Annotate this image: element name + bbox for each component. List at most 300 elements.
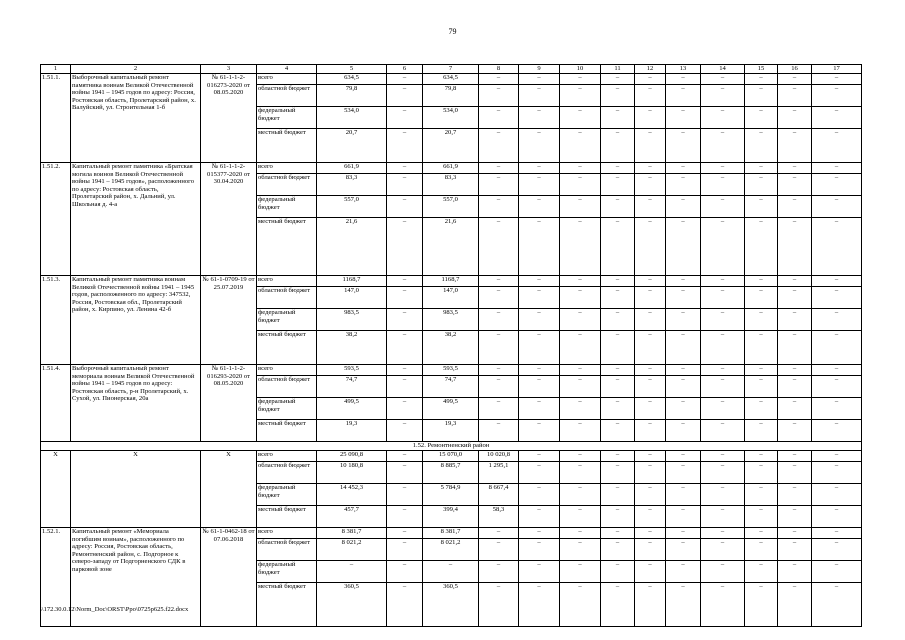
header-cell: 12 xyxy=(635,65,666,74)
value-cell: – xyxy=(479,276,519,287)
value-cell: 83,3 xyxy=(317,174,387,196)
value-cell: – xyxy=(745,107,778,129)
value-cell: 593,5 xyxy=(423,365,479,376)
value-cell: – xyxy=(601,276,635,287)
value-cell: – xyxy=(635,129,666,163)
value-cell: – xyxy=(635,163,666,174)
item-document: № 61-1-1-2-016273-2020 от 08.05.2020 xyxy=(201,74,257,163)
funding-source: областной бюджет xyxy=(257,85,317,107)
value-cell: – xyxy=(701,583,745,627)
value-cell: – xyxy=(479,85,519,107)
value-cell: – xyxy=(601,218,635,276)
value-cell: – xyxy=(701,506,745,528)
item-name: Выборочный капитальный ремонт мемориала воинам Великой Отечественной войны 1941 – 1945 годов по адресу: Ростовская область, р-н Пролетарский, х. Сухой, ул. Пионерская, 20а xyxy=(71,365,201,442)
value-cell: – xyxy=(745,331,778,365)
value-cell: – xyxy=(701,462,745,484)
value-cell: – xyxy=(560,74,601,85)
value-cell: – xyxy=(778,309,812,331)
header-row xyxy=(41,65,862,74)
value-cell: – xyxy=(560,365,601,376)
value-cell: – xyxy=(601,451,635,462)
value-cell: – xyxy=(701,163,745,174)
value-cell: 360,5 xyxy=(423,583,479,627)
value-cell: – xyxy=(778,163,812,174)
value-cell: – xyxy=(778,287,812,309)
value-cell: 983,5 xyxy=(423,309,479,331)
value-cell: – xyxy=(635,74,666,85)
value-cell: – xyxy=(601,583,635,627)
value-cell: – xyxy=(812,287,862,309)
value-cell: – xyxy=(601,287,635,309)
value-cell: – xyxy=(519,539,560,561)
value-cell: 8 381,7 xyxy=(423,528,479,539)
value-cell: – xyxy=(635,218,666,276)
value-cell: – xyxy=(745,462,778,484)
value-cell: – xyxy=(387,85,423,107)
value-cell: – xyxy=(812,309,862,331)
item-number: 1.51.3. xyxy=(41,276,71,365)
value-cell: – xyxy=(666,561,701,583)
table-row xyxy=(41,451,862,462)
value-cell: 5 784,9 xyxy=(423,484,479,506)
value-cell: – xyxy=(778,484,812,506)
value-cell: – xyxy=(666,129,701,163)
item-document: № 61-1-0709-19 от 25.07.2019 xyxy=(201,276,257,365)
value-cell: – xyxy=(666,451,701,462)
value-cell: – xyxy=(423,561,479,583)
value-cell: – xyxy=(745,287,778,309)
value-cell: – xyxy=(666,218,701,276)
value-cell: – xyxy=(519,309,560,331)
funding-source: областной бюджет xyxy=(257,539,317,561)
value-cell: – xyxy=(745,376,778,398)
value-cell: – xyxy=(812,331,862,365)
item-number: 1.51.1. xyxy=(41,74,71,163)
value-cell: – xyxy=(519,398,560,420)
value-cell: – xyxy=(745,196,778,218)
value-cell: – xyxy=(560,276,601,287)
value-cell: – xyxy=(778,376,812,398)
value-cell: – xyxy=(745,539,778,561)
value-cell: – xyxy=(812,174,862,196)
value-cell: – xyxy=(519,365,560,376)
value-cell: – xyxy=(666,484,701,506)
header-cell: 2 xyxy=(71,65,201,74)
header-cell: 1 xyxy=(41,65,71,74)
value-cell: – xyxy=(666,107,701,129)
header-cell: 7 xyxy=(423,65,479,74)
value-cell: 8 021,2 xyxy=(317,539,387,561)
value-cell: – xyxy=(601,309,635,331)
value-cell: – xyxy=(701,287,745,309)
item-document: № 61-1-0462-18 от 07.06.2018 xyxy=(201,528,257,627)
value-cell: 557,0 xyxy=(317,196,387,218)
value-cell: – xyxy=(479,539,519,561)
value-cell: 661,9 xyxy=(423,163,479,174)
header-cell: 15 xyxy=(745,65,778,74)
value-cell: – xyxy=(778,561,812,583)
value-cell: – xyxy=(479,561,519,583)
value-cell: – xyxy=(666,365,701,376)
value-cell: – xyxy=(519,376,560,398)
value-cell: 634,5 xyxy=(423,74,479,85)
header-cell: 4 xyxy=(257,65,317,74)
value-cell: 14 452,3 xyxy=(317,484,387,506)
value-cell: – xyxy=(601,163,635,174)
value-cell: – xyxy=(479,163,519,174)
value-cell: – xyxy=(519,583,560,627)
value-cell: – xyxy=(560,107,601,129)
value-cell: – xyxy=(479,196,519,218)
funding-source: местный бюджет xyxy=(257,331,317,365)
value-cell: – xyxy=(745,420,778,442)
value-cell: – xyxy=(479,107,519,129)
value-cell: 79,8 xyxy=(423,85,479,107)
funding-source: местный бюджет xyxy=(257,420,317,442)
value-cell: – xyxy=(666,420,701,442)
value-cell: 661,9 xyxy=(317,163,387,174)
value-cell: – xyxy=(701,218,745,276)
value-cell: 83,3 xyxy=(423,174,479,196)
value-cell: – xyxy=(666,85,701,107)
value-cell: – xyxy=(666,287,701,309)
value-cell: – xyxy=(701,398,745,420)
value-cell: – xyxy=(778,462,812,484)
value-cell: – xyxy=(387,561,423,583)
value-cell: 1168,7 xyxy=(423,276,479,287)
value-cell: – xyxy=(560,583,601,627)
value-cell: – xyxy=(387,506,423,528)
value-cell: – xyxy=(701,528,745,539)
value-cell: – xyxy=(745,309,778,331)
value-cell: – xyxy=(745,583,778,627)
funding-source: всего xyxy=(257,276,317,287)
header-cell: 16 xyxy=(778,65,812,74)
value-cell: – xyxy=(666,163,701,174)
value-cell: – xyxy=(387,528,423,539)
value-cell: – xyxy=(560,420,601,442)
item-number: 1.51.2. xyxy=(41,163,71,276)
header-cell: 9 xyxy=(519,65,560,74)
value-cell: – xyxy=(601,74,635,85)
value-cell: – xyxy=(601,196,635,218)
value-cell: – xyxy=(745,561,778,583)
value-cell: – xyxy=(778,420,812,442)
value-cell: – xyxy=(635,484,666,506)
value-cell: – xyxy=(387,196,423,218)
header-cell: 13 xyxy=(666,65,701,74)
page-number: 79 xyxy=(448,27,457,36)
value-cell: 593,5 xyxy=(317,365,387,376)
value-cell: 21,6 xyxy=(317,218,387,276)
funding-source: всего xyxy=(257,528,317,539)
value-cell: – xyxy=(745,174,778,196)
value-cell: – xyxy=(479,583,519,627)
value-cell: – xyxy=(701,331,745,365)
value-cell: – xyxy=(560,376,601,398)
value-cell: – xyxy=(701,539,745,561)
value-cell: – xyxy=(519,174,560,196)
value-cell: – xyxy=(519,276,560,287)
value-cell: – xyxy=(745,451,778,462)
value-cell: – xyxy=(519,331,560,365)
value-cell: – xyxy=(519,484,560,506)
value-cell: – xyxy=(387,365,423,376)
value-cell: – xyxy=(635,420,666,442)
value-cell: – xyxy=(778,506,812,528)
table-row xyxy=(41,163,862,174)
value-cell: – xyxy=(701,484,745,506)
value-cell: 147,0 xyxy=(423,287,479,309)
value-cell: – xyxy=(745,506,778,528)
funding-source: местный бюджет xyxy=(257,218,317,276)
value-cell: – xyxy=(635,583,666,627)
value-cell: – xyxy=(812,218,862,276)
value-cell: – xyxy=(812,451,862,462)
item-name: Капитальный ремонт «Мемориала погибшим воинам», расположенного по адресу: Россия, Ростовская область, Ремонтненский район, с. Подгорное к северо-западу от Подгорненского СДК в парковой зоне xyxy=(71,528,201,627)
footer-file-path: \\172.30.0.12\Norm_Doc\ORST\Ppo\0725p625.f22.docx xyxy=(40,606,189,613)
value-cell: – xyxy=(778,218,812,276)
value-cell: 1 295,1 xyxy=(479,462,519,484)
header-cell: 10 xyxy=(560,65,601,74)
value-cell: – xyxy=(778,276,812,287)
value-cell: – xyxy=(560,398,601,420)
value-cell: – xyxy=(387,451,423,462)
value-cell: – xyxy=(812,74,862,85)
value-cell: – xyxy=(666,539,701,561)
value-cell: 79,8 xyxy=(317,85,387,107)
value-cell: – xyxy=(778,74,812,85)
value-cell: – xyxy=(601,376,635,398)
value-cell: – xyxy=(701,451,745,462)
value-cell: 399,4 xyxy=(423,506,479,528)
value-cell: – xyxy=(635,561,666,583)
value-cell: – xyxy=(701,196,745,218)
funding-source: федеральный бюджет xyxy=(257,309,317,331)
funding-source: федеральный бюджет xyxy=(257,196,317,218)
item-document: X xyxy=(201,451,257,528)
value-cell: – xyxy=(666,583,701,627)
value-cell: 38,2 xyxy=(423,331,479,365)
table-row xyxy=(41,528,862,539)
value-cell: – xyxy=(601,561,635,583)
section-row xyxy=(41,442,862,451)
value-cell: – xyxy=(560,331,601,365)
value-cell: – xyxy=(745,365,778,376)
value-cell: – xyxy=(387,287,423,309)
value-cell: 10 020,8 xyxy=(479,451,519,462)
value-cell: – xyxy=(635,331,666,365)
funding-source: всего xyxy=(257,163,317,174)
value-cell: – xyxy=(666,276,701,287)
value-cell: – xyxy=(701,309,745,331)
value-cell: 20,7 xyxy=(423,129,479,163)
value-cell: – xyxy=(601,129,635,163)
value-cell: – xyxy=(812,462,862,484)
header-cell: 11 xyxy=(601,65,635,74)
value-cell: 20,7 xyxy=(317,129,387,163)
value-cell: – xyxy=(701,561,745,583)
value-cell: 19,3 xyxy=(423,420,479,442)
value-cell: – xyxy=(778,107,812,129)
value-cell: – xyxy=(479,528,519,539)
value-cell: – xyxy=(778,196,812,218)
value-cell: – xyxy=(778,85,812,107)
value-cell: – xyxy=(387,309,423,331)
value-cell: – xyxy=(812,365,862,376)
value-cell: – xyxy=(560,539,601,561)
item-number: 1.52.1. xyxy=(41,528,71,627)
budget-table xyxy=(40,64,862,627)
value-cell: 983,5 xyxy=(317,309,387,331)
value-cell: 8 021,2 xyxy=(423,539,479,561)
value-cell: – xyxy=(745,85,778,107)
value-cell: – xyxy=(601,365,635,376)
header-cell: 5 xyxy=(317,65,387,74)
value-cell: – xyxy=(387,129,423,163)
value-cell: – xyxy=(666,506,701,528)
item-number: X xyxy=(41,451,71,528)
value-cell: – xyxy=(635,287,666,309)
value-cell: – xyxy=(387,276,423,287)
value-cell: – xyxy=(701,376,745,398)
value-cell: – xyxy=(479,376,519,398)
value-cell: – xyxy=(812,506,862,528)
value-cell: – xyxy=(701,174,745,196)
value-cell: – xyxy=(812,196,862,218)
value-cell: 19,3 xyxy=(317,420,387,442)
value-cell: – xyxy=(812,376,862,398)
value-cell: – xyxy=(519,196,560,218)
value-cell: – xyxy=(387,398,423,420)
header-cell: 14 xyxy=(701,65,745,74)
value-cell: – xyxy=(635,196,666,218)
item-name: X xyxy=(71,451,201,528)
value-cell: 147,0 xyxy=(317,287,387,309)
value-cell: – xyxy=(560,174,601,196)
value-cell: – xyxy=(745,129,778,163)
item-name: Капитальный ремонт памятника воинам Великой Отечественной войны 1941 – 1945 годов, расположенного по адресу: 347532, Россия, Ростовская обл., Пролетарский район, х. Кирпино, ул. Ленина 42-б xyxy=(71,276,201,365)
value-cell: – xyxy=(560,218,601,276)
value-cell: 8 381,7 xyxy=(317,528,387,539)
value-cell: – xyxy=(701,129,745,163)
value-cell: – xyxy=(745,276,778,287)
value-cell: – xyxy=(601,85,635,107)
value-cell: 21,6 xyxy=(423,218,479,276)
value-cell: – xyxy=(666,376,701,398)
value-cell: – xyxy=(387,331,423,365)
value-cell: – xyxy=(635,462,666,484)
value-cell: – xyxy=(387,218,423,276)
funding-source: федеральный бюджет xyxy=(257,484,317,506)
value-cell: – xyxy=(601,539,635,561)
value-cell: – xyxy=(778,129,812,163)
header-cell: 17 xyxy=(812,65,862,74)
value-cell: – xyxy=(635,528,666,539)
funding-source: областной бюджет xyxy=(257,287,317,309)
value-cell: – xyxy=(560,163,601,174)
value-cell: – xyxy=(812,85,862,107)
value-cell: – xyxy=(812,484,862,506)
value-cell: – xyxy=(560,451,601,462)
item-number: 1.51.4. xyxy=(41,365,71,442)
value-cell: 360,5 xyxy=(317,583,387,627)
value-cell: – xyxy=(701,420,745,442)
value-cell: – xyxy=(812,163,862,174)
value-cell: – xyxy=(812,583,862,627)
funding-source: местный бюджет xyxy=(257,506,317,528)
value-cell: – xyxy=(635,506,666,528)
value-cell: – xyxy=(635,451,666,462)
value-cell: – xyxy=(635,107,666,129)
value-cell: – xyxy=(666,309,701,331)
value-cell: – xyxy=(601,331,635,365)
value-cell: – xyxy=(745,218,778,276)
value-cell: 8 885,7 xyxy=(423,462,479,484)
value-cell: – xyxy=(519,129,560,163)
value-cell: 499,5 xyxy=(423,398,479,420)
value-cell: – xyxy=(560,484,601,506)
value-cell: – xyxy=(812,107,862,129)
value-cell: – xyxy=(635,276,666,287)
value-cell: – xyxy=(778,174,812,196)
value-cell: 15 070,0 xyxy=(423,451,479,462)
funding-source: федеральный бюджет xyxy=(257,107,317,129)
value-cell: – xyxy=(519,218,560,276)
value-cell: – xyxy=(701,365,745,376)
funding-source: федеральный бюджет xyxy=(257,398,317,420)
value-cell: – xyxy=(812,398,862,420)
value-cell: – xyxy=(745,528,778,539)
value-cell: – xyxy=(666,398,701,420)
value-cell: – xyxy=(745,484,778,506)
header-cell: 6 xyxy=(387,65,423,74)
value-cell: – xyxy=(812,561,862,583)
value-cell: – xyxy=(635,539,666,561)
value-cell: 534,0 xyxy=(423,107,479,129)
value-cell: – xyxy=(387,163,423,174)
value-cell: – xyxy=(560,196,601,218)
value-cell: – xyxy=(519,74,560,85)
value-cell: – xyxy=(519,451,560,462)
value-cell: – xyxy=(666,331,701,365)
item-document: № 61-1-1-2-015377-2020 от 30.04.2020 xyxy=(201,163,257,276)
value-cell: – xyxy=(635,365,666,376)
value-cell: – xyxy=(560,462,601,484)
value-cell: – xyxy=(387,420,423,442)
value-cell: – xyxy=(635,309,666,331)
value-cell: – xyxy=(635,85,666,107)
value-cell: 38,2 xyxy=(317,331,387,365)
funding-source: местный бюджет xyxy=(257,583,317,627)
value-cell: – xyxy=(666,74,701,85)
value-cell: – xyxy=(519,506,560,528)
value-cell: – xyxy=(387,174,423,196)
value-cell: – xyxy=(778,528,812,539)
value-cell: – xyxy=(387,539,423,561)
value-cell: – xyxy=(387,462,423,484)
value-cell: – xyxy=(479,74,519,85)
value-cell: – xyxy=(601,462,635,484)
value-cell: – xyxy=(778,583,812,627)
funding-source: областной бюджет xyxy=(257,376,317,398)
value-cell: – xyxy=(519,561,560,583)
value-cell: – xyxy=(519,420,560,442)
value-cell: – xyxy=(387,74,423,85)
value-cell: – xyxy=(560,287,601,309)
value-cell: – xyxy=(812,420,862,442)
value-cell: – xyxy=(635,174,666,196)
